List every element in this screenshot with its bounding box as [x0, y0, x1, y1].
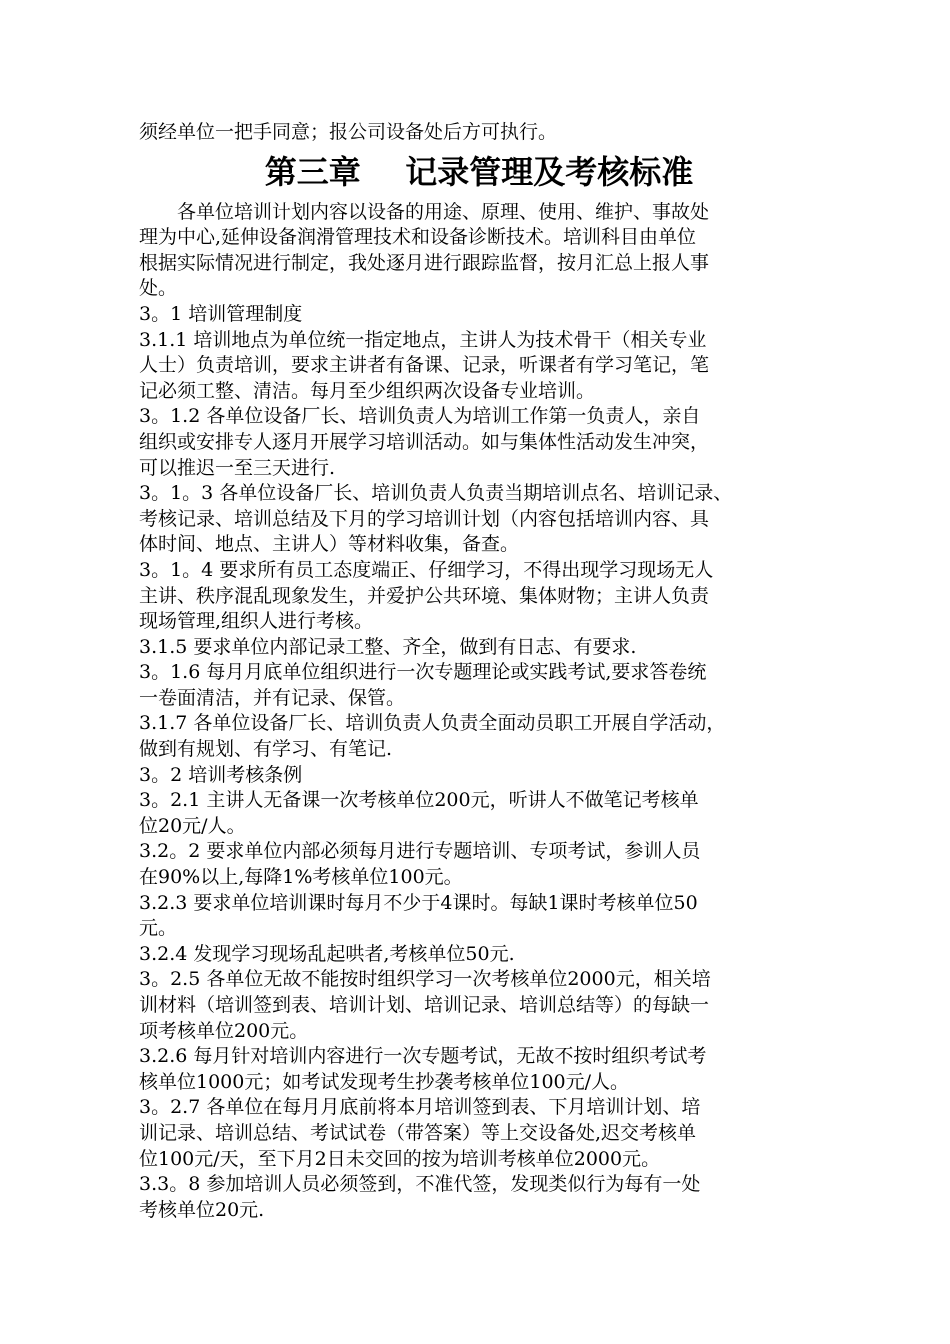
text-line: 在90%以上,每降1%考核单位100元。: [139, 866, 463, 889]
text-line: 核单位1000元；如考试发现考生抄袭考核单位100元/人。: [139, 1070, 630, 1093]
text-line: 考核单位20元.: [139, 1198, 265, 1221]
text-line: 记必须工整、清洁。每月至少组织两次设备专业培训。: [139, 379, 596, 402]
text-line: 训记录、培训总结、考试试卷（带答案）等上交设备处,迟交考核单: [139, 1121, 697, 1144]
text-line: 元。: [139, 917, 178, 940]
text-line: 3。1。3 各单位设备厂长、培训负责人负责当期培训点名、培训记录、: [139, 482, 733, 505]
text-line: 人士）负责培训，要求主讲者有备课、记录，听课者有学习笔记，笔: [139, 354, 710, 377]
text-line: 处。: [139, 277, 178, 300]
text-line: 3。2.1 主讲人无备课一次考核单位200元，听讲人不做笔记考核单: [139, 789, 699, 812]
text-line: 3.1.1 培训地点为单位统一指定地点，主讲人为技术骨干（相关专业: [139, 328, 707, 351]
chapter-title: 第三章 记录管理及考核标准: [264, 152, 694, 191]
text-line: 根据实际情况进行制定，我处逐月进行跟踪监督，按月汇总上报人事: [139, 251, 710, 274]
text-line: 3.1.5 要求单位内部记录工整、齐全，做到有日志、有要求.: [139, 635, 637, 658]
text-line: 考核记录、培训总结及下月的学习培训计划（内容包括培训内容、具: [139, 507, 710, 530]
text-line: 各单位培训计划内容以设备的用途、原理、使用、维护、事故处: [177, 200, 710, 223]
intro-line: 须经单位一把手同意；报公司设备处后方可执行。: [139, 121, 558, 143]
text-line: 可以推迟一至三天进行.: [139, 456, 336, 479]
text-line: 3.2.6 每月针对培训内容进行一次专题考试，无故不按时组织考试考: [139, 1045, 707, 1068]
regulation-body: [139, 302, 819, 1223]
text-line: 做到有规划、有学习、有笔记.: [139, 738, 393, 761]
text-line: 一卷面清洁，并有记录、保管。: [139, 686, 406, 709]
text-line: 3.1.7 各单位设备厂长、培训负责人负责全面动员职工开展自学活动，: [139, 712, 726, 735]
document-page: [139, 120, 819, 1223]
section-heading: 3。2 培训考核条例: [139, 763, 303, 786]
text-line: 3。1.6 每月月底单位组织进行一次专题理论或实践考试,要求答卷统: [139, 661, 707, 684]
text-line: 3。2.5 各单位无故不能按时组织学习一次考核单位2000元，相关培: [139, 968, 711, 991]
paragraph-intro: [139, 200, 819, 302]
text-line: 3.2.4 发现学习现场乱起哄者,考核单位50元.: [139, 942, 515, 965]
text-line: 项考核单位200元。: [139, 1019, 309, 1042]
text-line: 3。1.2 各单位设备厂长、培训负责人为培训工作第一负责人，亲自: [139, 405, 701, 428]
text-line: 主讲、秩序混乱现象发生，并爱护公共环境、集体财物；主讲人负责: [139, 584, 710, 607]
text-line: 3.2。2 要求单位内部必须每月进行专题培训、专项考试，参训人员: [139, 840, 701, 863]
text-line: 位100元/天，至下月2日未交回的按为培训考核单位2000元。: [139, 1147, 661, 1170]
section-heading: 3。1 培训管理制度: [139, 302, 303, 325]
text-line: 组织或安排专人逐月开展学习培训活动。如与集体性活动发生冲突，: [139, 430, 710, 453]
text-line: 3。1。4 要求所有员工态度端正、仔细学习，不得出现学习现场无人: [139, 558, 714, 581]
text-line: 理为中心,延伸设备润滑管理技术和设备诊断技术。培训科目由单位: [139, 226, 697, 249]
text-line: 体时间、地点、主讲人）等材料收集，备查。: [139, 533, 520, 556]
text-line: 3.3。8 参加培训人员必须签到，不准代签，发现类似行为每有一处: [139, 1173, 701, 1196]
text-line: 位20元/人。: [139, 814, 246, 837]
text-line: 现场管理,组织人进行考核。: [139, 610, 374, 633]
text-line: 训材料（培训签到表、培训计划、培训记录、培训总结等）的每缺一: [139, 994, 710, 1016]
text-line: 3.2.3 要求单位培训课时每月不少于4课时。每缺1课时考核单位50: [139, 891, 698, 914]
text-line: 3。2.7 各单位在每月月底前将本月培训签到表、下月培训计划、培: [139, 1096, 701, 1119]
